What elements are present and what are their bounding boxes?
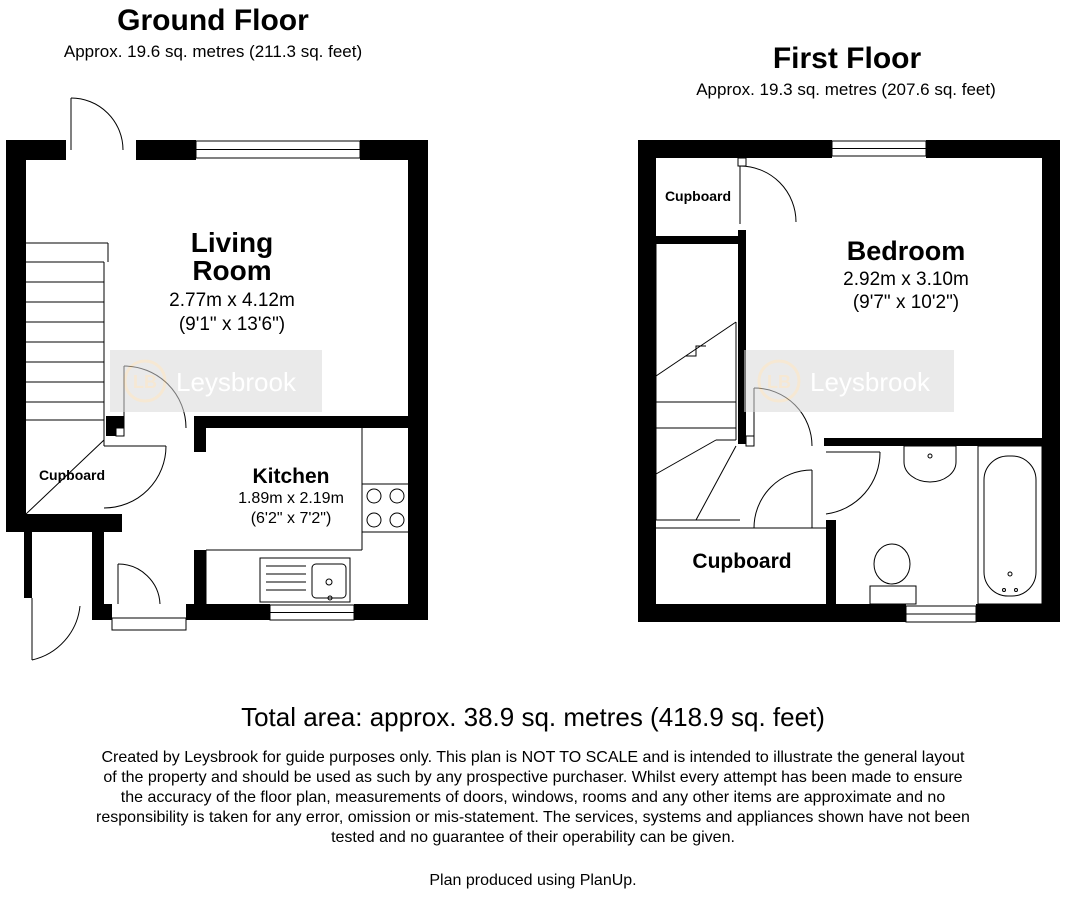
toilet-icon — [870, 544, 916, 604]
disclaimer-text: Created by Leysbrook for guide purposes only. This plan is NOT TO SCALE and is intended to illustrate the general layout of the property and should be used as such by any prospective purchaser. Whilst every attempt has been made to ensure the accuracy of the floor plan, measurements of doors, windows, rooms and any other items are approximate and no responsibility is taken for any error, omission or mis-statement. The services, systems and appliances shown have not been tested and no guarantee of their operability can be given. — [96, 749, 970, 846]
living-room-name-line2: Room — [192, 255, 272, 286]
bath-icon — [978, 446, 1042, 604]
kitchen-window — [270, 605, 354, 620]
watermark-ground-text: Leysbrook — [176, 367, 296, 397]
kitchen-metric: 1.89m x 2.19m — [238, 490, 344, 507]
front-door — [71, 98, 123, 150]
watermark-first — [744, 350, 954, 412]
washbasin-icon — [904, 446, 956, 482]
kitchen-name: Kitchen — [252, 465, 330, 488]
living-room-window — [196, 141, 360, 158]
first-cupboard-door — [738, 158, 796, 224]
watermark-ground — [110, 350, 322, 412]
side-door — [32, 598, 80, 660]
back-door — [112, 564, 186, 630]
first-large-cupboard-door — [656, 470, 826, 534]
living-room-metric: 2.77m x 4.12m — [169, 290, 295, 311]
watermark-first-monogram: LB — [767, 372, 791, 392]
first-floor-stairs — [656, 244, 740, 520]
first-cupboard-large-name: Cupboard — [692, 550, 792, 573]
bathroom-window — [906, 606, 976, 622]
kitchen-imperial: (6'2" x 7'2") — [250, 510, 332, 527]
living-room-imperial: (9'1" x 13'6") — [178, 314, 286, 335]
watermark-first-text: Leysbrook — [810, 367, 930, 397]
bathroom-door — [826, 452, 880, 514]
ground-floor-area: Approx. 19.6 sq. metres (211.3 sq. feet) — [63, 42, 363, 61]
bedroom-imperial: (9'7" x 10'2") — [852, 292, 960, 313]
plan-credit: Plan produced using PlanUp. — [429, 872, 637, 889]
watermark-ground-monogram: LB — [133, 372, 157, 392]
ground-cupboard-door — [104, 440, 166, 508]
first-cupboard-small-name: Cupboard — [664, 188, 732, 204]
first-floor-area: Approx. 19.3 sq. metres (207.6 sq. feet) — [696, 80, 996, 99]
kitchen-sink-icon — [260, 558, 350, 602]
bedroom-metric: 2.92m x 3.10m — [843, 269, 969, 290]
ground-cupboard-name: Cupboard — [38, 467, 106, 483]
total-area: Total area: approx. 38.9 sq. metres (418.9 sq. feet) — [241, 702, 825, 732]
bedroom-name: Bedroom — [846, 236, 966, 266]
living-room-name-line1: Living — [190, 227, 274, 258]
ground-floor-title: Ground Floor — [117, 4, 309, 37]
bedroom-window — [832, 141, 926, 156]
hob-icon — [367, 489, 404, 527]
first-floor-title: First Floor — [772, 42, 922, 75]
